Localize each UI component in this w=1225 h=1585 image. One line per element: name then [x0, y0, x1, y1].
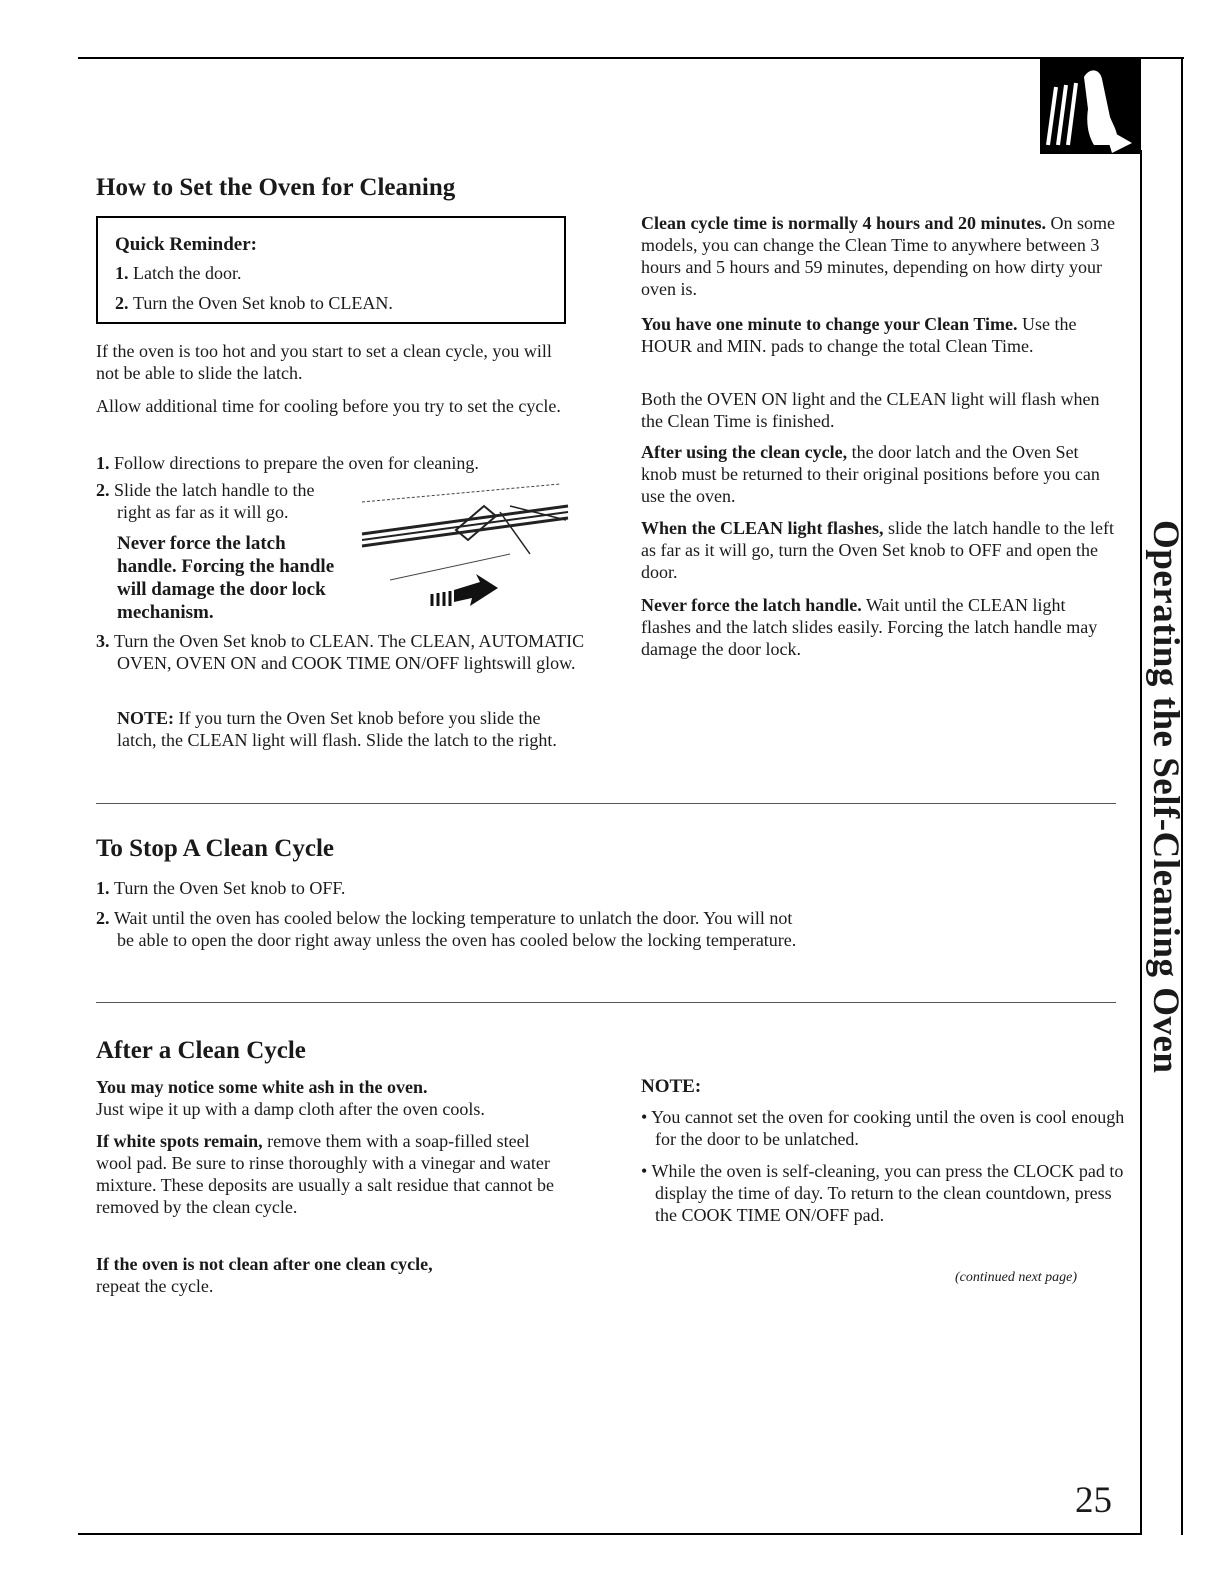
list-item: 2. Slide the latch handle to the right as far as it will go.	[96, 480, 315, 522]
side-tab-title: Operating the Self-Cleaning Oven	[1145, 520, 1186, 1074]
note-title: NOTE:	[641, 1076, 702, 1097]
page-number: 25	[1075, 1480, 1112, 1521]
list-item: 1. Follow directions to prepare the oven for cleaning.	[96, 453, 479, 473]
quick-reminder-item: 2. Turn the Oven Set knob to CLEAN.	[115, 293, 393, 313]
section-divider	[96, 1002, 1116, 1003]
section-title-after-cycle: After a Clean Cycle	[96, 1037, 306, 1064]
section-divider	[96, 803, 1116, 804]
list-item: 1. Turn the Oven Set knob to OFF.	[96, 878, 346, 898]
top-rule	[78, 57, 1184, 59]
section-title-stop-cycle: To Stop A Clean Cycle	[96, 835, 335, 862]
paragraph: If the oven is too hot and you start to set a clean cycle, you will not be able to slide the latch.	[96, 341, 552, 383]
list-item: 2. Wait until the oven has cooled below the locking temperature to unlatch the door. You will not be able to open the door right away unless the oven has cooled below the locking temperature.	[96, 908, 797, 950]
note-paragraph: NOTE: If you turn the Oven Set knob before you slide the latch, the CLEAN light will flash. Slide the latch to the right.	[117, 708, 557, 750]
self-clean-hand-icon	[1040, 57, 1141, 154]
latch-handle-illustration	[360, 476, 572, 616]
paragraph: You have one minute to change your Clean Time. Use the HOUR and MIN. pads to change the total Clean Time.	[641, 314, 1077, 356]
quick-reminder-title: Quick Reminder:	[115, 234, 257, 255]
warning-text: Never force the latch handle. Forcing the handle will damage the door lock mechanism.	[117, 533, 335, 623]
paragraph: Allow additional time for cooling before you try to set the cycle.	[96, 396, 561, 416]
continued-note: (continued next page)	[955, 1270, 1078, 1285]
note-bullet: • You cannot set the oven for cooking until the oven is cool enough for the door to be unlatched.	[641, 1107, 1125, 1149]
quick-reminder-box	[96, 216, 566, 324]
note-bullet: • While the oven is self-cleaning, you can press the CLOCK pad to display the time of day. To return to the clean countdown, press the COOK TIME ON/OFF pad.	[641, 1161, 1124, 1225]
quick-reminder-item: 1. Latch the door.	[115, 263, 242, 283]
bottom-rule	[78, 1533, 1142, 1535]
paragraph: You may notice some white ash in the oven. Just wipe it up with a damp cloth after the oven cools.	[96, 1077, 485, 1119]
paragraph: After using the clean cycle, the door latch and the Oven Set knob must be returned to their original positions before you can use the oven.	[641, 442, 1100, 506]
paragraph: Both the OVEN ON light and the CLEAN light will flash when the Clean Time is finished.	[641, 389, 1100, 431]
paragraph: Never force the latch handle. Wait until the CLEAN light flashes and the latch slides easily. Forcing the latch handle may damage the door lock.	[641, 595, 1098, 659]
paragraph: If white spots remain, remove them with a soap-filled steel wool pad. Be sure to rinse thoroughly with a vinegar and water mixture. These deposits are usually a salt residue that cannot be removed by the clean cycle.	[96, 1131, 555, 1217]
paragraph: Clean cycle time is normally 4 hours and 20 minutes. On some models, you can change the Clean Time to anywhere between 3 hours and 5 hours and 59 minutes, depending on how dirty your oven is.	[641, 213, 1115, 299]
paragraph: When the CLEAN light flashes, slide the latch handle to the left as far as it will go, turn the Oven Set knob to OFF and open the door.	[641, 518, 1114, 582]
list-item: 3. Turn the Oven Set knob to CLEAN. The CLEAN, AUTOMATIC OVEN, OVEN ON and COOK TIME ON/OFF lightswill glow.	[96, 631, 585, 673]
section-title-set-oven: How to Set the Oven for Cleaning	[96, 174, 456, 201]
paragraph: If the oven is not clean after one clean cycle, repeat the cycle.	[96, 1254, 433, 1296]
